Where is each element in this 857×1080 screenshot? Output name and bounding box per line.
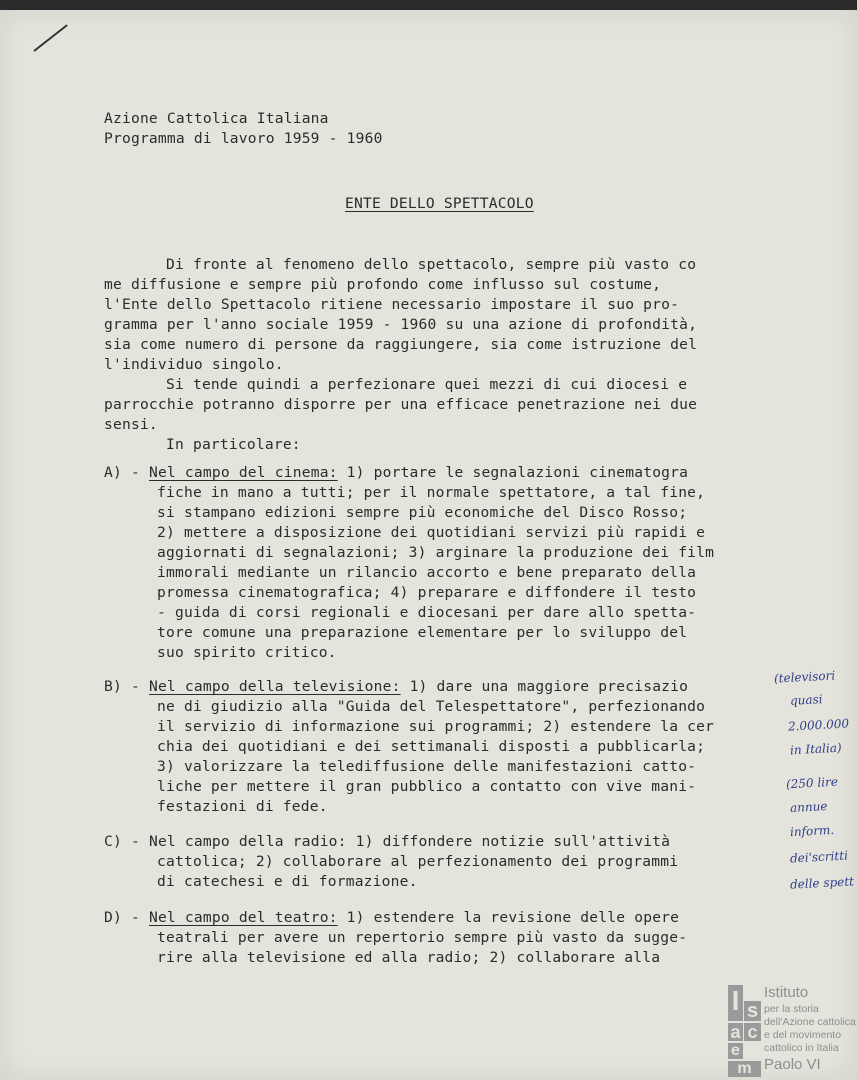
body-line: In particolare:	[166, 436, 301, 453]
section-line: si stampano edizioni sempre più economiche del Disco Rosso;	[157, 504, 688, 521]
margin-note-line: 2.000.000	[787, 716, 850, 734]
section-text: 1) portare le segnalazioni cinematogra	[337, 464, 689, 481]
margin-note-line: annue	[789, 799, 828, 815]
body-line: me diffusione e sempre più profondo come influsso sul costume,	[104, 276, 662, 293]
section-text: 1) dare una maggiore precisazio	[400, 678, 689, 695]
logo-letter: I	[728, 985, 743, 1021]
section-label: C) -	[104, 833, 140, 850]
section-line: suo spirito critico.	[157, 644, 337, 661]
margin-note-line: (televisori	[773, 668, 836, 686]
body-line: sensi.	[104, 416, 158, 433]
section-label: D) -	[104, 909, 140, 926]
body-line: parrocchie potranno disporre per una efficace penetrazione nei due	[104, 396, 698, 413]
logo-letter: m	[728, 1061, 761, 1077]
header-line-2: Programma di lavoro 1959 - 1960	[104, 130, 383, 147]
section-line: 3) valorizzare la telediffusione delle manifestazioni catto-	[157, 758, 697, 775]
section-line: immorali mediante un rilancio accorto e bene preparato della	[157, 564, 697, 581]
section-label: B) -	[104, 678, 140, 695]
archive-logo	[728, 984, 856, 1077]
header-line-1: Azione Cattolica Italiana	[104, 110, 329, 127]
section-text: 1) diffondere notizie sull'attività	[346, 833, 671, 850]
logo-letter: c	[744, 1023, 761, 1041]
section-line: liche per mettere il gran pubblico a contatto con vive mani-	[157, 778, 697, 795]
logo-text: per la storia	[764, 1003, 819, 1015]
body-line: l'Ente dello Spettacolo ritiene necessario impostare il suo pro-	[104, 296, 680, 313]
logo-text: cattolico in Italia	[764, 1042, 839, 1054]
margin-note-line: inform.	[789, 822, 835, 840]
pen-mark	[33, 24, 67, 51]
section-line: cattolica; 2) collaborare al perfezionamento dei programmi	[157, 853, 679, 870]
logo-letter: s	[744, 1001, 761, 1021]
logo-letter: a	[728, 1023, 743, 1041]
section-heading: Nel campo della televisione:	[148, 678, 401, 695]
logo-letter: e	[728, 1043, 743, 1059]
margin-note-line: (250 lire	[785, 774, 839, 792]
section-b-first-line	[104, 678, 688, 695]
margin-note-line: in Italia)	[789, 740, 842, 758]
section-line: chia dei quotidiani e dei settimanali disposti a pubblicarla;	[157, 738, 706, 755]
section-line: 2) mettere a disposizione dei quotidiani servizi più rapidi e	[157, 524, 706, 541]
section-line: di catechesi e di formazione.	[157, 873, 418, 890]
section-d-first-line	[104, 909, 679, 926]
section-line: rire alla televisione ed alla radio; 2) collaborare alla	[157, 949, 661, 966]
section-line: - guida di corsi regionali e diocesani per dare allo spetta-	[157, 604, 697, 621]
body-line: Di fronte al fenomeno dello spettacolo, sempre più vasto co	[166, 256, 697, 273]
section-line: festazioni di fede.	[157, 798, 328, 815]
section-line: ne di giudizio alla "Guida del Telespettatore", perfezionando	[157, 698, 706, 715]
section-line: fiche in mano a tutti; per il normale spettatore, a tal fine,	[157, 484, 706, 501]
section-line: tore comune una preparazione elementare per lo sviluppo del	[157, 624, 688, 641]
section-heading: Nel campo della radio:	[148, 833, 347, 850]
body-line: l'individuo singolo.	[104, 356, 284, 373]
section-heading: Nel campo del cinema:	[148, 464, 338, 481]
section-heading: Nel campo del teatro:	[148, 909, 338, 926]
section-a-first-line	[104, 464, 688, 481]
body-line: sia come numero di persone da raggiungere, sia come istruzione del	[104, 336, 698, 353]
section-c-first-line	[104, 833, 670, 850]
margin-note-line: delle spett	[789, 874, 855, 892]
logo-text: Paolo VI	[764, 1056, 821, 1073]
section-text: 1) estendere la revisione delle opere	[337, 909, 680, 926]
logo-text: e del movimento	[764, 1029, 842, 1041]
body-line: Si tende quindi a perfezionare quei mezzi di cui diocesi e	[166, 376, 688, 393]
logo-text: Istituto	[764, 984, 809, 1001]
logo-text: dell'Azione cattolica	[764, 1016, 856, 1028]
body-line: gramma per l'anno sociale 1959 - 1960 su una azione di profondità,	[104, 316, 698, 333]
section-line: promessa cinematografica; 4) preparare e diffondere il testo	[157, 584, 697, 601]
section-line: teatrali per avere un repertorio sempre più vasto da sugge-	[157, 929, 688, 946]
document-title: ENTE DELLO SPETTACOLO	[345, 195, 534, 212]
section-line: aggiornati di segnalazioni; 3) arginare la produzione dei film	[157, 544, 715, 561]
margin-note-line: dei'scritti	[789, 848, 849, 866]
margin-note-line: quasi	[789, 692, 823, 708]
section-label: A) -	[104, 464, 140, 481]
section-line: il servizio di informazione sui programmi; 2) estendere la cer	[157, 718, 715, 735]
document-page	[0, 10, 857, 1080]
